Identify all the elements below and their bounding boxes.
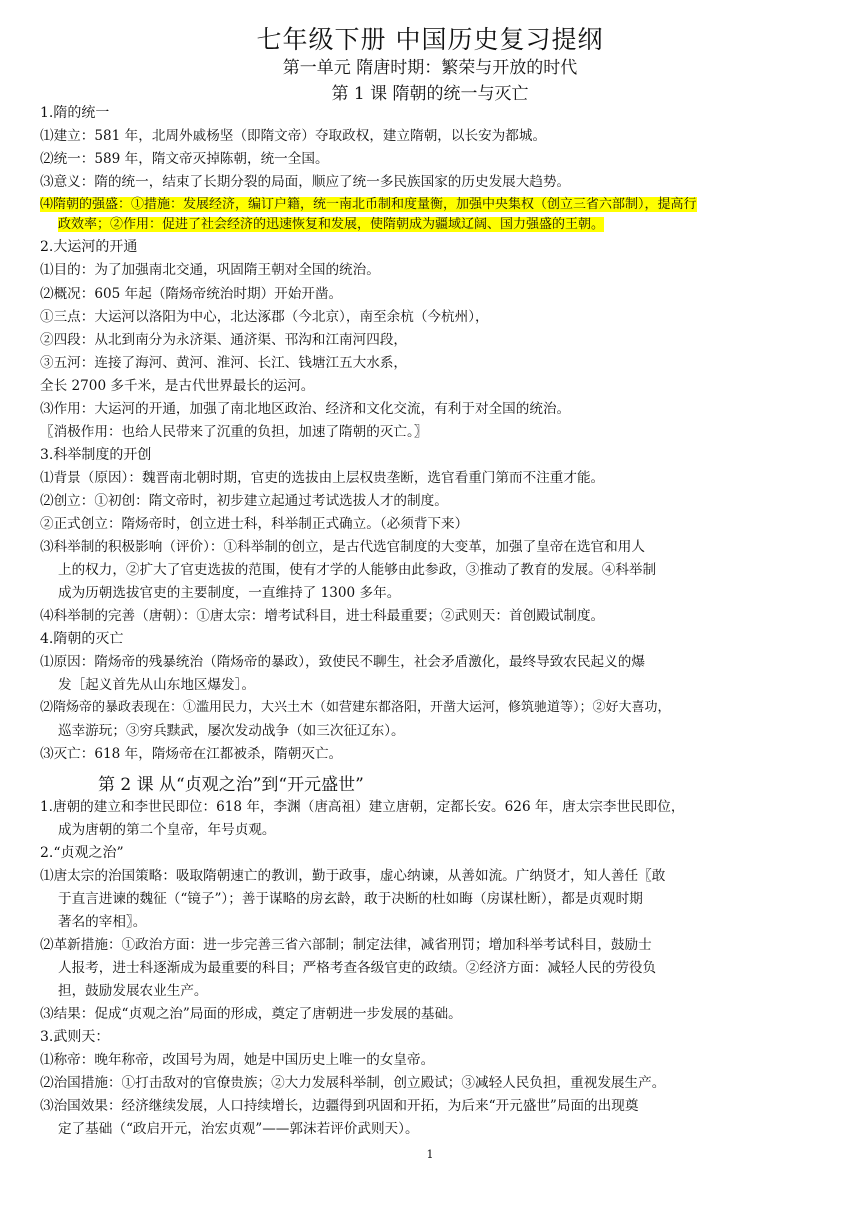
text-line: 于直言进谏的魏征（“镜子”）；善于谋略的房玄龄，敢于决断的杜如晦（房谋杜断），都是贞观时期 <box>58 891 643 907</box>
text-line: ⑴目的：为了加强南北交通，巩固隋王朝对全国的统治。 <box>40 262 380 278</box>
section-heading: 4.隋朝的灭亡 <box>40 631 124 647</box>
text-line: 著名的宰相〗。 <box>58 914 147 930</box>
text-line: ⑵创立：①初创：隋文帝时，初步建立起通过考试选拔人才的制度。 <box>40 493 448 509</box>
text-line: 〖消极作用：也给人民带来了沉重的负担，加速了隋朝的灭亡。〗 <box>40 424 428 440</box>
text-line: ⑴原因：隋炀帝的残暴统治（隋炀帝的暴政），致使民不聊生，社会矛盾激化，最终导致农民起义的爆 <box>40 654 645 670</box>
section-heading: 3.科举制度的开创 <box>40 447 152 463</box>
text-line: 上的权力，②扩大了官吏选拔的范围，使有才学的人能够由此参政，③推动了教育的发展。④科举制 <box>58 562 657 578</box>
text-line: ③五河：连接了海河、黄河、淮河、长江、钱塘江五大水系， <box>40 355 408 371</box>
highlighted-text: 政效率；②作用：促进了社会经济的迅速恢复和发展，使隋朝成为疆域辽阔、国力强盛的王朝。 <box>58 217 605 232</box>
text-line: ②正式创立：隋炀帝时，创立进士科，科举制正式确立。（必须背下来） <box>40 516 469 532</box>
page-number: 1 <box>426 1148 434 1161</box>
section-heading: 3.武则天： <box>40 1029 110 1045</box>
text-line: ⑵治国措施：①打击敌对的官僚贵族；②大力发展科举制，创立殿试；③减轻人民负担，重视发展生产。 <box>40 1075 666 1091</box>
text-line: ⑴背景（原因）：魏晋南北朝时期，官吏的选拔由上层权贵垄断，选官看重门第而不注重才能。 <box>40 470 605 486</box>
section-heading: 2.“贞观之治” <box>40 845 124 861</box>
text-line: 担，鼓励发展农业生产。 <box>58 983 208 999</box>
text-line: ⑷科举制的完善（唐朝）：①唐太宗：增考试科目，进士科最重要；②武则天：首创殿试制度。 <box>40 608 605 624</box>
text-line: ⑴建立：581 年，北周外戚杨坚（即隋文帝）夺取政权，建立隋朝，以长安为都城。 <box>40 128 547 144</box>
text-line: ②四段：从北到南分为永济渠、通济渠、邗沟和江南河四段， <box>40 332 408 348</box>
document-title: 七年级下册 中国历史复习提纲 <box>256 25 604 54</box>
text-line: 1.唐朝的建立和李世民即位：618 年，李渊（唐高祖）建立唐朝，定都长安。626 年，唐太宗李世民即位， <box>40 799 685 815</box>
text-line: ⑶结果：促成“贞观之治”局面的形成，奠定了唐朝进一步发展的基础。 <box>40 1006 462 1022</box>
text-line: ⑵隋炀帝的暴政表现在：①滥用民力，大兴土木（如营建东都洛阳，开凿大运河，修筑驰道等）；②好大喜功， <box>40 700 671 715</box>
text-line: 定了基础（“政启开元，治宏贞观”——郭沫若评价武则天）。 <box>58 1121 419 1137</box>
text-line: ⑴称帝：晚年称帝，改国号为周，她是中国历史上唯一的女皇帝。 <box>40 1052 435 1068</box>
highlighted-text: ⑷隋朝的强盛：①措施：发展经济，编订户籍，统一南北币制和度量衡，加强中央集权（创立三省六部制），提高行 <box>40 197 697 212</box>
text-line: 发［起义首先从山东地区爆发］。 <box>58 677 256 693</box>
text-line: ①三点：大运河以洛阳为中心，北达涿郡（今北京），南至余杭（今杭州）， <box>40 309 489 325</box>
unit-heading: 第一单元 隋唐时期：繁荣与开放的时代 <box>282 58 578 78</box>
text-line: ⑴唐太宗的治国策略：吸取隋朝速亡的教训，勤于政事，虚心纳谏，从善如流。广纳贤才，知人善任〖敢 <box>40 868 666 884</box>
section-heading: 1.隋的统一 <box>40 105 110 121</box>
text-line: 巡幸游玩；③穷兵黩武，屡次发动战争（如三次征辽东）。 <box>58 723 405 739</box>
text-line: ⑵革新措施：①政治方面：进一步完善三省六部制；制定法律，减省刑罚；增加科举考试科目，鼓励士 <box>40 937 652 953</box>
text-line: 成为唐朝的第二个皇帝，年号贞观。 <box>58 822 276 838</box>
text-line: ⑵统一：589 年，隋文帝灭掉陈朝，统一全国。 <box>40 151 329 167</box>
text-line: ⑶意义：隋的统一，结束了长期分裂的局面，顺应了统一多民族国家的历史发展大趋势。 <box>40 174 571 190</box>
text-line: ⑵概况：605 年起（隋炀帝统治时期）开始开凿。 <box>40 286 343 302</box>
text-line: ⑶治国效果：经济继续发展，人口持续增长，边疆得到巩固和开拓，为后来“开元盛世”局面的出现奠 <box>40 1098 639 1114</box>
lesson-2-heading: 第 2 课 从“贞观之治”到“开元盛世” <box>98 775 364 795</box>
text-line: ⑶灭亡：618 年，隋炀帝在江都被杀，隋朝灭亡。 <box>40 746 343 762</box>
text-line: ⑶科举制的积极影响（评价）：①科举制的创立，是古代选官制度的大变革，加强了皇帝在选官和用人 <box>40 539 645 555</box>
section-heading: 2.大运河的开通 <box>40 239 138 255</box>
lesson-1-heading: 第 1 课 隋朝的统一与灭亡 <box>331 84 529 104</box>
highlighted-line <box>58 214 825 236</box>
highlighted-line <box>40 194 825 216</box>
text-line: ⑶作用：大运河的开通，加强了南北地区政治、经济和文化交流，有利于对全国的统治。 <box>40 401 571 417</box>
text-line: 成为历朝选拔官吏的主要制度，一直维持了 1300 多年。 <box>58 585 401 601</box>
text-line: 全长 2700 多千米，是古代世界最长的运河。 <box>40 378 315 394</box>
text-line: 人报考，进士科逐渐成为最重要的科目；严格考查各级官吏的政绩。②经济方面：减轻人民的劳役负 <box>58 960 657 976</box>
